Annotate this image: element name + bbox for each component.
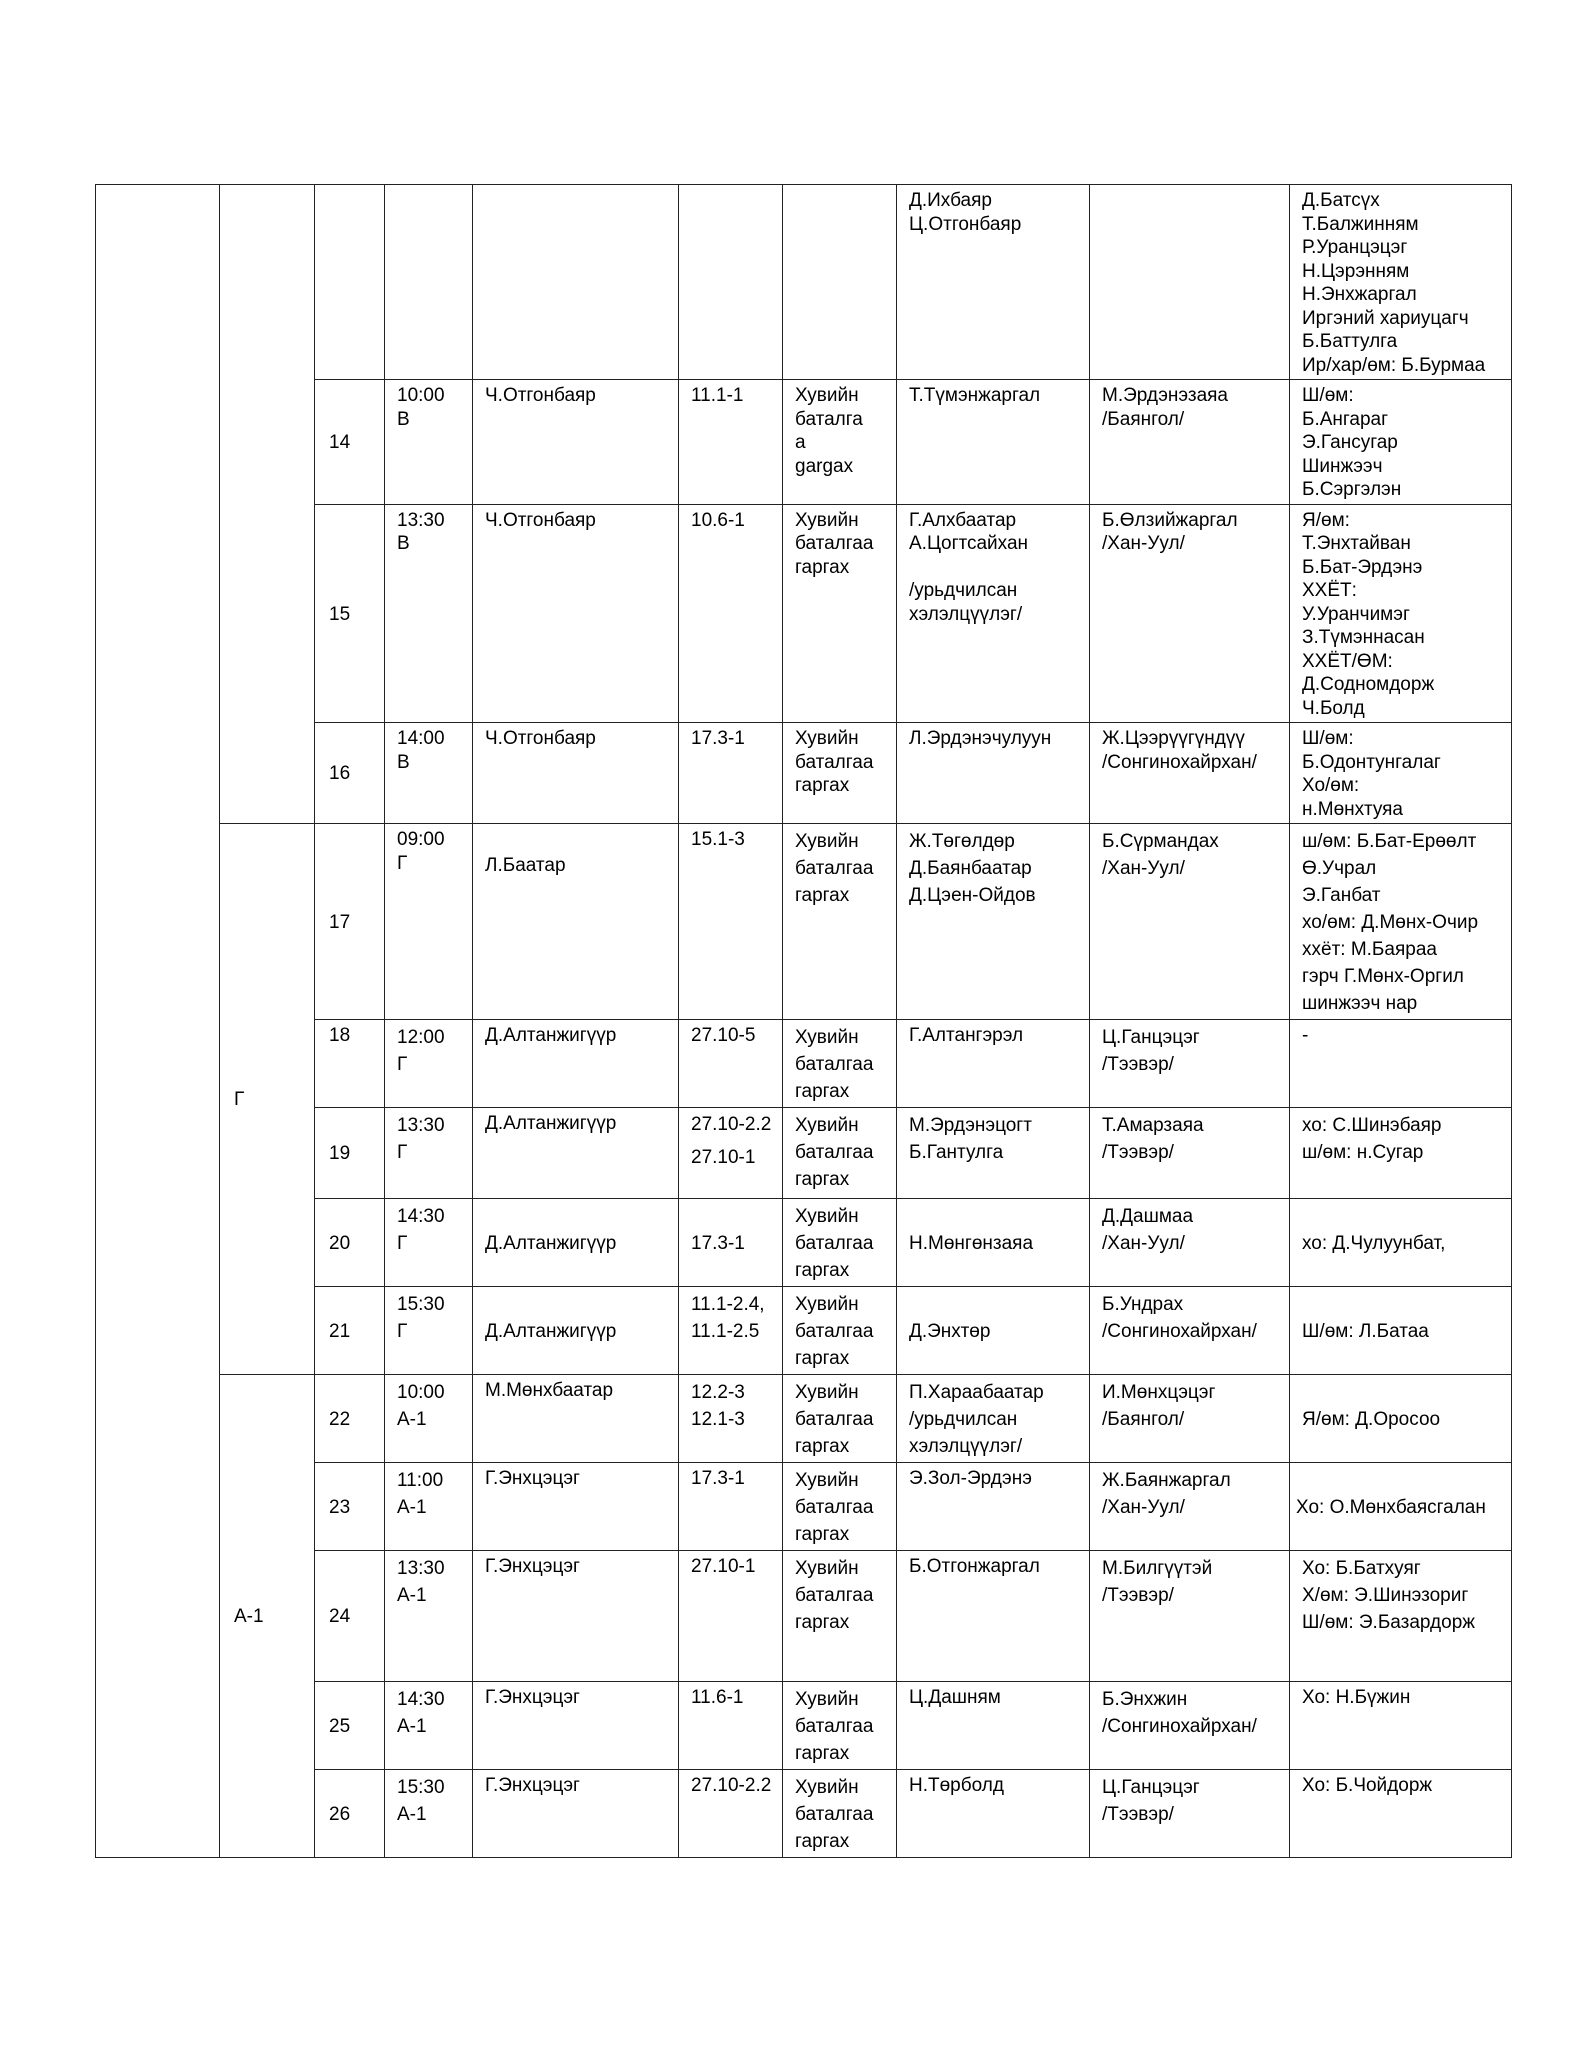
participants: хо: Д.Чулуунбат, (1290, 1199, 1512, 1287)
hearing-time: 14:30 Г (385, 1199, 473, 1287)
hearing-type: Хувийн баталгаа гаргах (783, 1463, 897, 1551)
law-article: 11.1-2.4, 11.1-2.5 (679, 1287, 783, 1375)
prosecutor-name: Ц.Ганцэцэг /Тээвэр/ (1090, 1020, 1290, 1108)
case-number (315, 185, 385, 380)
prosecutor-name: Б.Өлзийжаргал /Хан-Уул/ (1090, 504, 1290, 723)
hearing-time: 10:00 А-1 (385, 1375, 473, 1463)
judge-name: Ч.Отгонбаяр (473, 380, 679, 505)
law-article: 12.2-3 12.1-3 (679, 1375, 783, 1463)
defendant-name: Н.Мөнгөнзаяа (897, 1199, 1090, 1287)
prosecutor-name (1090, 185, 1290, 380)
left-margin-cell (96, 185, 220, 1858)
case-number: 25 (315, 1682, 385, 1770)
hearing-time: 13:30 В (385, 504, 473, 723)
hearing-type: Хувийн баталгаа гаргах (783, 1108, 897, 1199)
case-number: 19 (315, 1108, 385, 1199)
law-article: 17.3-1 (679, 723, 783, 824)
table-row (96, 185, 1512, 380)
participants: Хо: Б.Батхуяг Х/өм: Э.Шинэзориг Ш/өм: Э.Базардорж (1290, 1551, 1512, 1682)
hearing-type: Хувийн баталгаа гаргах (783, 1199, 897, 1287)
judge-name: Г.Энхцэцэг (473, 1770, 679, 1858)
prosecutor-name: М.Эрдэнэзаяа /Баянгол/ (1090, 380, 1290, 505)
defendant-name: Ж.Төгөлдөр Д.Баянбаатар Д.Цэен-Ойдов (897, 824, 1090, 1020)
defendant-name: Э.Зол-Эрдэнэ (897, 1463, 1090, 1551)
defendant-name: Д.Ихбаяр Ц.Отгонбаяр (897, 185, 1090, 380)
participants: Хо: Б.Чойдорж (1290, 1770, 1512, 1858)
judge-name (473, 185, 679, 380)
prosecutor-name: Ц.Ганцэцэг /Тээвэр/ (1090, 1770, 1290, 1858)
judge-name: Ч.Отгонбаяр (473, 723, 679, 824)
hearing-time: 12:00 Г (385, 1020, 473, 1108)
hearing-type: Хувийн баталгаа гаргах (783, 1020, 897, 1108)
law-article: 11.6-1 (679, 1682, 783, 1770)
hearing-type: Хувийн баталгаа гаргах (783, 1375, 897, 1463)
participants: Хо: О.Мөнхбаясгалан (1290, 1463, 1512, 1551)
law-article: 27.10-2.2 27.10-1 (679, 1108, 783, 1199)
case-number: 16 (315, 723, 385, 824)
judge-name: Д.Алтанжигүүр (473, 1020, 679, 1108)
hearing-time: 14:00 В (385, 723, 473, 824)
judge-name: Г.Энхцэцэг (473, 1463, 679, 1551)
defendant-name: М.Эрдэнэцогт Б.Гантулга (897, 1108, 1090, 1199)
hearing-type: Хувийн баталгаа гаргах (783, 1770, 897, 1858)
hearing-time: 15:30 А-1 (385, 1770, 473, 1858)
defendant-name: Д.Энхтөр (897, 1287, 1090, 1375)
table-row (96, 1375, 1512, 1463)
judge-name: Г.Энхцэцэг (473, 1682, 679, 1770)
prosecutor-name: Б.Сүрмандах /Хан-Уул/ (1090, 824, 1290, 1020)
prosecutor-name: Т.Амарзаяа /Тээвэр/ (1090, 1108, 1290, 1199)
judge-name: М.Мөнхбаатар (473, 1375, 679, 1463)
prosecutor-name: Б.Ундрах /Сонгинохайрхан/ (1090, 1287, 1290, 1375)
participants: ш/өм: Б.Бат-Ерөөлт Ө.Учрал Э.Ганбат хо/өм: Д.Мөнх-Очир ххёт: М.Баяраа гэрч Г.Мөнх-Оргил шинжээч нар (1290, 824, 1512, 1020)
defendant-name: Т.Түмэнжаргал (897, 380, 1090, 505)
law-article: 27.10-5 (679, 1020, 783, 1108)
hearing-time: 10:00 В (385, 380, 473, 505)
case-number: 24 (315, 1551, 385, 1682)
prosecutor-name: И.Мөнхцэцэг /Баянгол/ (1090, 1375, 1290, 1463)
judge-name: Д.Алтанжигүүр (473, 1199, 679, 1287)
table-row (96, 824, 1512, 1020)
participants: хо: С.Шинэбаяр ш/өм: н.Сугар (1290, 1108, 1512, 1199)
prosecutor-name: М.Билгүүтэй /Тээвэр/ (1090, 1551, 1290, 1682)
participants: Ш/өм: Л.Батаа (1290, 1287, 1512, 1375)
case-number: 17 (315, 824, 385, 1020)
participants: - (1290, 1020, 1512, 1108)
law-article (679, 185, 783, 380)
hearing-time: 11:00 А-1 (385, 1463, 473, 1551)
case-number: 14 (315, 380, 385, 505)
law-article: 17.3-1 (679, 1199, 783, 1287)
judge-name: Д.Алтанжигүүр (473, 1287, 679, 1375)
judge-name: Г.Энхцэцэг (473, 1551, 679, 1682)
law-article: 15.1-3 (679, 824, 783, 1020)
hearing-type: Хувийн баталгаа гаргах (783, 1551, 897, 1682)
hearing-type: Хувийн баталгаа гаргах (783, 1682, 897, 1770)
participants: Я/өм: Д.Оросоо (1290, 1375, 1512, 1463)
law-article: 27.10-1 (679, 1551, 783, 1682)
case-number: 18 (315, 1020, 385, 1108)
hearing-time (385, 185, 473, 380)
hearing-type (783, 185, 897, 380)
defendant-name: Н.Төрболд (897, 1770, 1090, 1858)
hearing-time: 15:30 Г (385, 1287, 473, 1375)
defendant-name: Г.Алхбаатар А.Цогтсайхан /урьдчилсан хэлэлцүүлэг/ (897, 504, 1090, 723)
law-article: 10.6-1 (679, 504, 783, 723)
hearing-time: 09:00 Г (385, 824, 473, 1020)
participants: Хо: Н.Бүжин (1290, 1682, 1512, 1770)
case-number: 21 (315, 1287, 385, 1375)
prosecutor-name: Д.Дашмаа /Хан-Уул/ (1090, 1199, 1290, 1287)
room-cell-blank (220, 185, 315, 824)
prosecutor-name: Б.Энхжин /Сонгинохайрхан/ (1090, 1682, 1290, 1770)
defendant-name: Л.Эрдэнэчулуун (897, 723, 1090, 824)
judge-name: Ч.Отгонбаяр (473, 504, 679, 723)
hearing-time: 14:30 А-1 (385, 1682, 473, 1770)
case-number: 26 (315, 1770, 385, 1858)
law-article: 27.10-2.2 (679, 1770, 783, 1858)
prosecutor-name: Ж.Баянжаргал /Хан-Уул/ (1090, 1463, 1290, 1551)
defendant-name: Ц.Дашням (897, 1682, 1090, 1770)
room-label: А-1 (220, 1375, 315, 1858)
law-article: 17.3-1 (679, 1463, 783, 1551)
participants: Д.Батсүх Т.Балжинням Р.Уранцэцэг Н.Цэрэнням Н.Энхжаргал Иргэний хариуцагч Б.Баттулга Ир/хар/өм: Б.Бурмаа (1290, 185, 1512, 380)
case-number: 23 (315, 1463, 385, 1551)
participants: Ш/өм: Б.Ангараг Э.Гансугар Шинжээч Б.Сэргэлэн (1290, 380, 1512, 505)
defendant-name: П.Хараабаатар /урьдчилсан хэлэлцүүлэг/ (897, 1375, 1090, 1463)
case-number: 20 (315, 1199, 385, 1287)
hearing-type: Хувийн баталгаа гаргах (783, 723, 897, 824)
hearing-type: Хувийн баталгаа гаргах (783, 504, 897, 723)
room-label: Г (220, 824, 315, 1375)
prosecutor-name: Ж.Цээрүүгүндүү /Сонгинохайрхан/ (1090, 723, 1290, 824)
participants: Ш/өм: Б.Одонтунгалаг Хо/өм: н.Мөнхтуяа (1290, 723, 1512, 824)
defendant-name: Г.Алтангэрэл (897, 1020, 1090, 1108)
participants: Я/өм: Т.Энхтайван Б.Бат-Эрдэнэ ХХЁТ: У.Уранчимэг З.Түмэннасан ХХЁТ/ӨМ: Д.Содномдорж Ч.Болд (1290, 504, 1512, 723)
defendant-name: Б.Отгонжаргал (897, 1551, 1090, 1682)
hearing-time: 13:30 А-1 (385, 1551, 473, 1682)
hearing-type: Хувийн баталгаа гаргах (783, 824, 897, 1020)
hearing-type: Хувийн баталгаа гаргах (783, 1287, 897, 1375)
case-number: 15 (315, 504, 385, 723)
law-article: 11.1-1 (679, 380, 783, 505)
hearing-time: 13:30 Г (385, 1108, 473, 1199)
hearing-type: Хувийн баталга а gargах (783, 380, 897, 505)
judge-name: Л.Баатар (473, 824, 679, 1020)
judge-name: Д.Алтанжигүүр (473, 1108, 679, 1199)
case-number: 22 (315, 1375, 385, 1463)
hearing-schedule-table (95, 184, 1512, 1858)
